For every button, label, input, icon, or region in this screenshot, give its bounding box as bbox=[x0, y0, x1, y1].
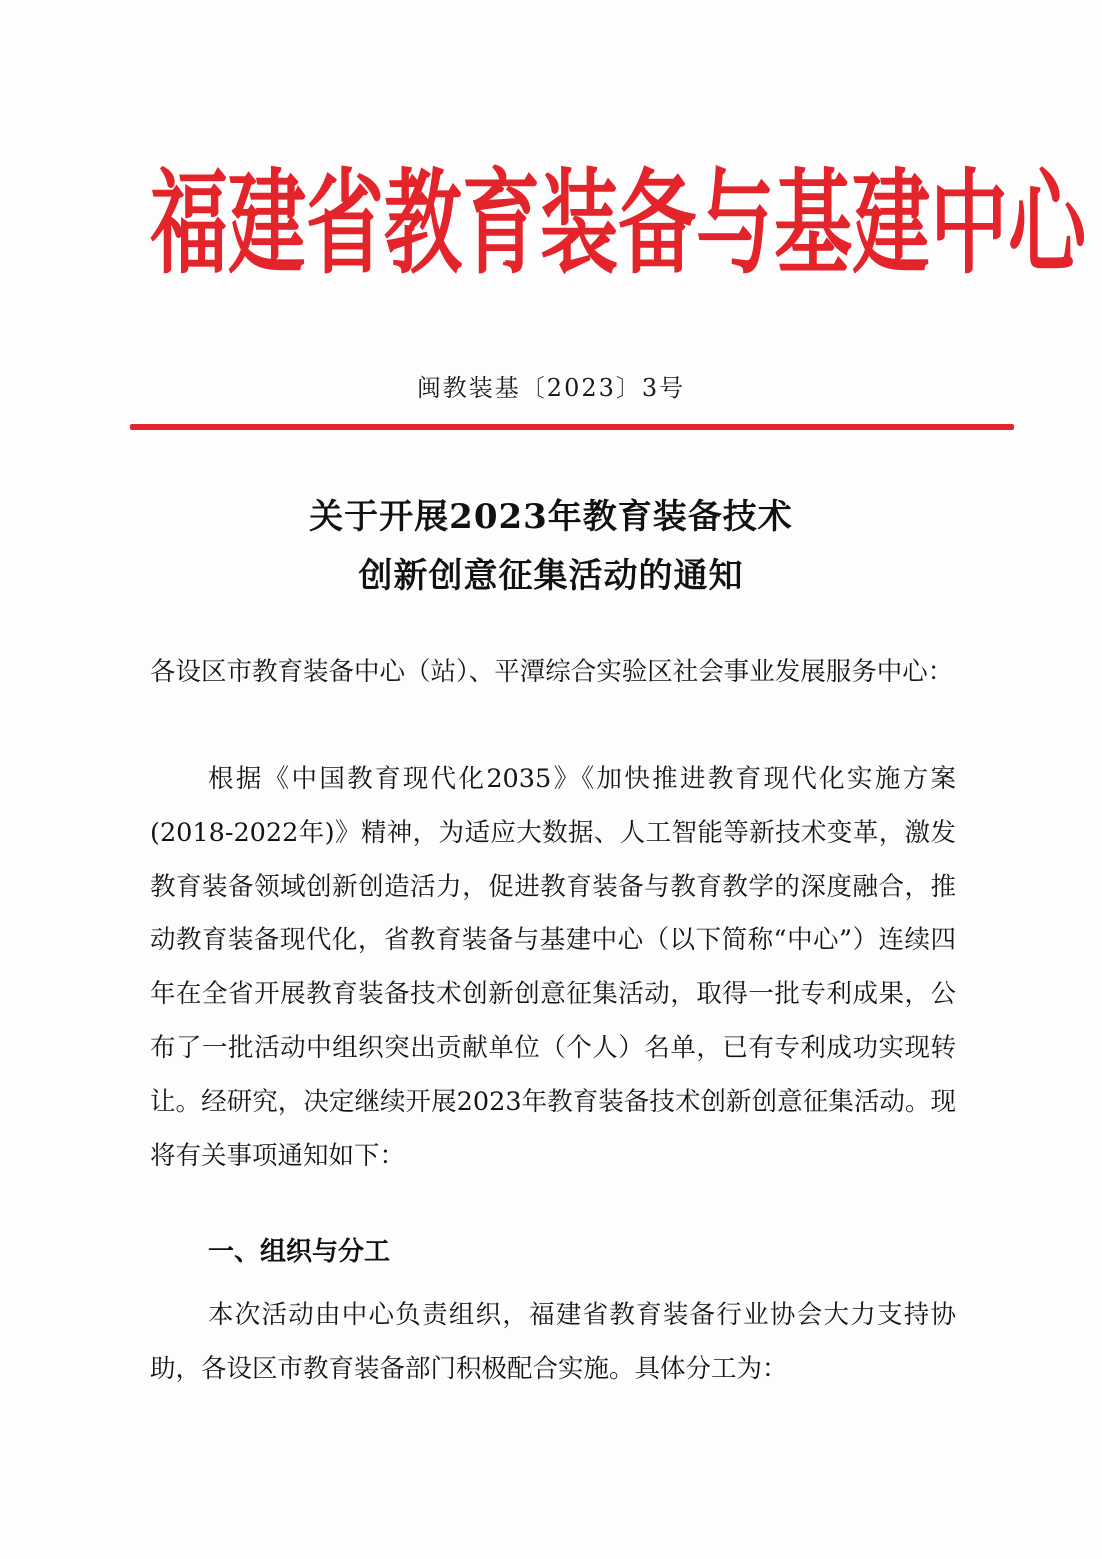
org-header-char: 育 bbox=[462, 158, 541, 291]
body-paragraph-1: 根据《中国教育现代化2035》《加快推进教育现代化实施方案(2018-2022年)》精神，为适应大数据、人工智能等新技术变革，激发教育装备领域创新创造活力，促进教育装备与教育教学的深度融合，推动教育装备现代化，省教育装备与基建中心（以下简称“中心”）连续四年在全省开展教育装备技术创新创意征集活动，取得一批专利成果，公布了一批活动中组织突出贡献单位（个人）名单，已有专利成功实现转让。经研究，决定继续开展2023年教育装备技术创新创意征集活动。现将有关事项通知如下： bbox=[150, 764, 956, 1171]
org-header bbox=[150, 158, 1087, 291]
org-header-char: 与 bbox=[696, 158, 775, 291]
salutation: 各设区市教育装备中心（站）、平潭综合实验区社会事业发展服务中心： bbox=[150, 657, 954, 687]
red-divider-line bbox=[130, 424, 1014, 430]
org-header-char: 福 bbox=[150, 158, 229, 291]
body-paragraph-2: 本次活动由中心负责组织，福建省教育装备行业协会大力支持协助，各设区市教育装备部门积极配合实施。具体分工为： bbox=[150, 1300, 956, 1384]
org-header-char: 备 bbox=[618, 158, 697, 291]
org-header-char: 建 bbox=[228, 158, 307, 291]
notice-title-line-2: 创新创意征集活动的通知 bbox=[358, 556, 744, 596]
org-header-char: 装 bbox=[540, 158, 619, 291]
section-heading-1: 一、组织与分工 bbox=[208, 1237, 391, 1267]
document-number: 闽教装基〔2023〕3号 bbox=[416, 374, 686, 402]
notice-title-line-1: 关于开展2023年教育装备技术 bbox=[309, 497, 793, 537]
org-header-char: 中 bbox=[930, 158, 1009, 291]
org-header-char: 建 bbox=[852, 158, 931, 291]
org-header-char: 教 bbox=[384, 158, 463, 291]
org-header-char: 省 bbox=[306, 158, 385, 291]
org-header-char: 基 bbox=[774, 158, 853, 291]
org-header-char: 心 bbox=[1008, 158, 1087, 291]
